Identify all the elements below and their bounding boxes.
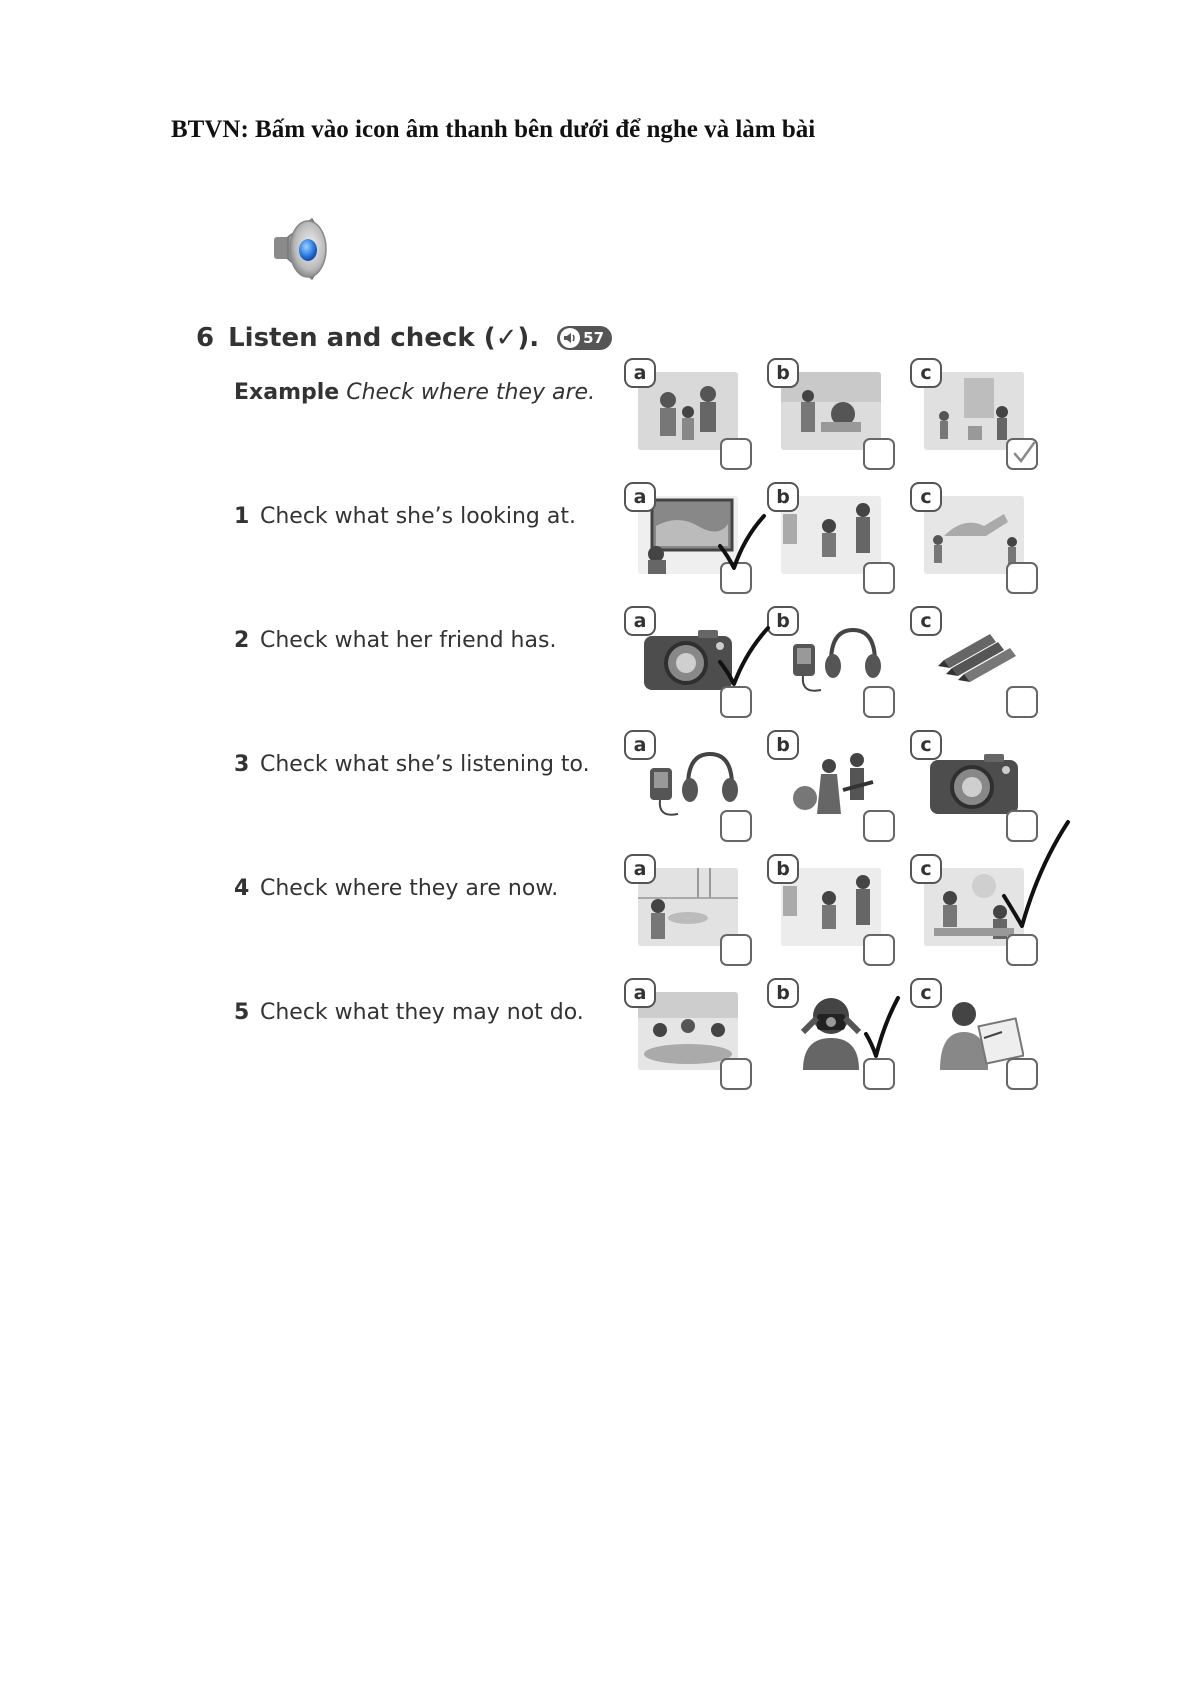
question-2: 2 Check what her friend has.: [234, 628, 557, 653]
q4-option-b: b: [767, 854, 899, 962]
checkbox[interactable]: [863, 1058, 895, 1090]
q2-option-c: c: [910, 606, 1042, 714]
q3-option-c: c: [910, 730, 1042, 838]
question-4: 4 Check where they are now.: [234, 876, 559, 901]
q5-option-b: b: [767, 978, 899, 1086]
checkbox[interactable]: [720, 810, 752, 842]
checkbox[interactable]: [1006, 934, 1038, 966]
checkbox[interactable]: [720, 562, 752, 594]
speaker-icon[interactable]: [268, 213, 344, 285]
track-badge[interactable]: [557, 326, 612, 350]
audio-track-icon: [560, 328, 580, 348]
page-heading: BTVN: Bấm vào icon âm thanh bên dưới để nghe và làm bài: [171, 116, 816, 143]
q4-option-c: c: [910, 854, 1042, 962]
checkbox[interactable]: [720, 934, 752, 966]
checkbox[interactable]: [863, 562, 895, 594]
q3-option-a: a: [624, 730, 756, 838]
question-1: 1 Check what she’s looking at.: [234, 504, 576, 529]
example-option-b: b: [767, 358, 899, 466]
checkbox[interactable]: [1006, 686, 1038, 718]
checkbox[interactable]: [720, 438, 752, 470]
question-3: 3 Check what she’s listening to.: [234, 752, 590, 777]
check-mark-icon: [1009, 438, 1039, 468]
checkbox[interactable]: [1006, 562, 1038, 594]
q1-option-a: a: [624, 482, 756, 590]
example-label: Example: [234, 380, 340, 405]
checkbox[interactable]: [720, 1058, 752, 1090]
exercise-title: [196, 323, 612, 353]
checkbox[interactable]: [863, 810, 895, 842]
q3-option-b: b: [767, 730, 899, 838]
q2-option-a: a: [624, 606, 756, 714]
checkbox[interactable]: [863, 686, 895, 718]
q2-option-b: b: [767, 606, 899, 714]
track-number: 57: [583, 329, 605, 347]
q1-option-b: b: [767, 482, 899, 590]
exercise-number: 6: [196, 323, 215, 353]
example-option-c: c: [910, 358, 1042, 466]
question-5: 5 Check what they may not do.: [234, 1000, 584, 1025]
checkbox[interactable]: [1006, 1058, 1038, 1090]
q5-option-a: a: [624, 978, 756, 1086]
example-text: Check where they are.: [346, 380, 596, 405]
example-question: [234, 380, 595, 405]
q4-option-a: a: [624, 854, 756, 962]
exercise-instruction: Listen and check (✓).: [228, 323, 540, 353]
q1-option-c: c: [910, 482, 1042, 590]
checkbox[interactable]: [1006, 810, 1038, 842]
checkbox[interactable]: [863, 934, 895, 966]
checkbox[interactable]: [863, 438, 895, 470]
q5-option-c: c: [910, 978, 1042, 1086]
checkbox[interactable]: [720, 686, 752, 718]
example-option-a: a: [624, 358, 756, 466]
